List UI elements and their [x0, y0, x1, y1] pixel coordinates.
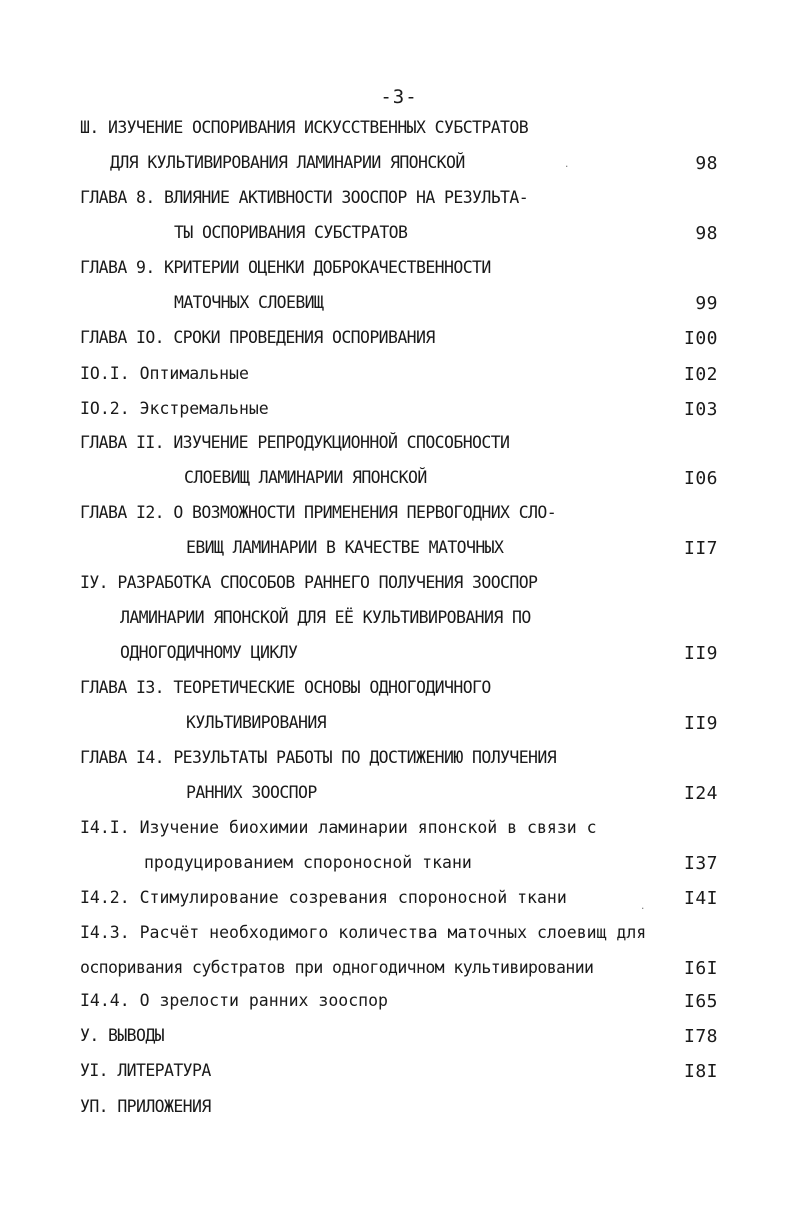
toc-entry	[0, 223, 798, 253]
scan-speck: .	[640, 902, 646, 912]
toc-entry-page: II9	[683, 643, 718, 664]
toc-entry-page: I4I	[683, 888, 718, 909]
toc-entry-text: УI. ЛИТЕРАТУРА	[80, 1061, 211, 1080]
toc-entry-page: I78	[683, 1026, 718, 1047]
toc-entry	[0, 328, 798, 358]
toc-entry-text: ДЛЯ КУЛЬТИВИРОВАНИЯ ЛАМИНАРИИ ЯПОНСКОЙ	[110, 153, 465, 172]
toc-entry-page: I24	[683, 783, 718, 804]
toc-entry	[0, 258, 798, 288]
toc-entry	[0, 503, 798, 533]
toc-entry	[0, 608, 798, 638]
toc-entry	[0, 991, 798, 1021]
toc-entry-text: ГЛАВА II. ИЗУЧЕНИЕ РЕПРОДУКЦИОННОЙ СПОСОБНОСТИ	[80, 433, 510, 452]
toc-entry-page: II7	[683, 538, 718, 559]
toc-entry-text: IO.2. Экстремальные	[80, 399, 269, 418]
toc-entry-page: I37	[683, 853, 718, 874]
toc-entry	[0, 853, 798, 883]
toc-entry	[0, 433, 798, 463]
toc-entry-text: продуцированием спороносной ткани	[144, 853, 472, 872]
toc-entry-text: ГЛАВА IO. СРОКИ ПРОВЕДЕНИЯ ОСПОРИВАНИЯ	[80, 328, 435, 347]
toc-entry-page: I00	[683, 328, 718, 349]
toc-entry	[0, 468, 798, 498]
toc-entry	[0, 818, 798, 848]
toc-entry	[0, 643, 798, 673]
toc-entry-page: I02	[683, 364, 718, 385]
toc-entry-text: Ш. ИЗУЧЕНИЕ ОСПОРИВАНИЯ ИСКУССТВЕННЫХ СУБСТРАТОВ	[80, 118, 529, 137]
toc-entry-text: КУЛЬТИВИРОВАНИЯ	[186, 713, 327, 732]
toc-entry	[0, 713, 798, 743]
toc-entry	[0, 118, 798, 148]
page-number: -3-	[380, 86, 418, 108]
toc-entry-text: ЛАМИНАРИИ ЯПОНСКОЙ ДЛЯ ЕЁ КУЛЬТИВИРОВАНИЯ ПО	[120, 608, 531, 627]
toc-entry-text: ЕВИЩ ЛАМИНАРИИ В КАЧЕСТВЕ МАТОЧНЫХ	[186, 538, 504, 557]
toc-entry	[0, 573, 798, 603]
toc-entry-text: УП. ПРИЛОЖЕНИЯ	[80, 1097, 211, 1116]
toc-entry	[0, 888, 798, 918]
toc-entry	[0, 923, 798, 953]
toc-entry	[0, 678, 798, 708]
toc-entry-text: IO.I. Оптимальные	[80, 364, 249, 383]
toc-entry-page: I06	[683, 468, 718, 489]
toc-entry-text: I4.2. Стимулирование созревания спороносной ткани	[80, 888, 567, 907]
toc-entry-text: I4.3. Расчёт необходимого количества маточных слоевищ для	[80, 923, 647, 942]
toc-entry-page: II9	[683, 713, 718, 734]
toc-entry-page: I65	[683, 991, 718, 1012]
scan-speck: .	[564, 160, 570, 170]
toc-entry	[0, 538, 798, 568]
toc-entry-text: ГЛАВА I2. О ВОЗМОЖНОСТИ ПРИМЕНЕНИЯ ПЕРВОГОДНИХ СЛО-	[80, 503, 557, 522]
toc-entry	[0, 958, 798, 988]
toc-entry-text: МАТОЧНЫХ СЛОЕВИЩ	[174, 293, 324, 312]
toc-entry	[0, 364, 798, 394]
toc-entry	[0, 188, 798, 218]
toc-entry	[0, 1061, 798, 1091]
toc-entry-page: 98	[695, 223, 718, 244]
toc-entry	[0, 293, 798, 323]
toc-entry-page: I8I	[683, 1061, 718, 1082]
toc-entry-text: РАННИХ ЗООСПОР	[186, 783, 317, 802]
toc-entry-text: I4.4. О зрелости ранних зооспор	[80, 991, 388, 1010]
toc-entry-text: ТЫ ОСПОРИВАНИЯ СУБСТРАТОВ	[174, 223, 408, 242]
toc-entry-text: У. ВЫВОДЫ	[80, 1026, 165, 1045]
toc-entry	[0, 399, 798, 429]
toc-entry-page: 98	[695, 153, 718, 174]
toc-entry-text: ГЛАВА I4. РЕЗУЛЬТАТЫ РАБОТЫ ПО ДОСТИЖЕНИЮ ПОЛУЧЕНИЯ	[80, 748, 557, 767]
toc-entry-text: I4.I. Изучение биохимии ламинарии японской в связи с	[80, 818, 597, 837]
toc-entry-page: I03	[683, 399, 718, 420]
toc-entry-text: IУ. РАЗРАБОТКА СПОСОБОВ РАННЕГО ПОЛУЧЕНИЯ ЗООСПОР	[80, 573, 538, 592]
toc-entry-text: ГЛАВА 8. ВЛИЯНИЕ АКТИВНОСТИ ЗООСПОР НА РЕЗУЛЬТА-	[80, 188, 529, 207]
toc-entry	[0, 783, 798, 813]
toc-entry-page: I6I	[683, 958, 718, 979]
toc-entry	[0, 1026, 798, 1056]
toc-entry-text: ОДНОГОДИЧНОМУ ЦИКЛУ	[120, 643, 298, 662]
toc-entry	[0, 1097, 798, 1127]
toc-entry-page: 99	[695, 293, 718, 314]
toc-entry	[0, 748, 798, 778]
toc-entry	[0, 153, 798, 183]
toc-entry-text: ГЛАВА 9. КРИТЕРИИ ОЦЕНКИ ДОБРОКАЧЕСТВЕННОСТИ	[80, 258, 491, 277]
toc-entry-text: оспоривания субстратов при одногодичном культивировании	[80, 958, 594, 977]
toc-entry-text: ГЛАВА I3. ТЕОРЕТИЧЕСКИЕ ОСНОВЫ ОДНОГОДИЧНОГО	[80, 678, 491, 697]
toc-entry-text: СЛОЕВИЩ ЛАМИНАРИИ ЯПОНСКОЙ	[184, 468, 427, 487]
